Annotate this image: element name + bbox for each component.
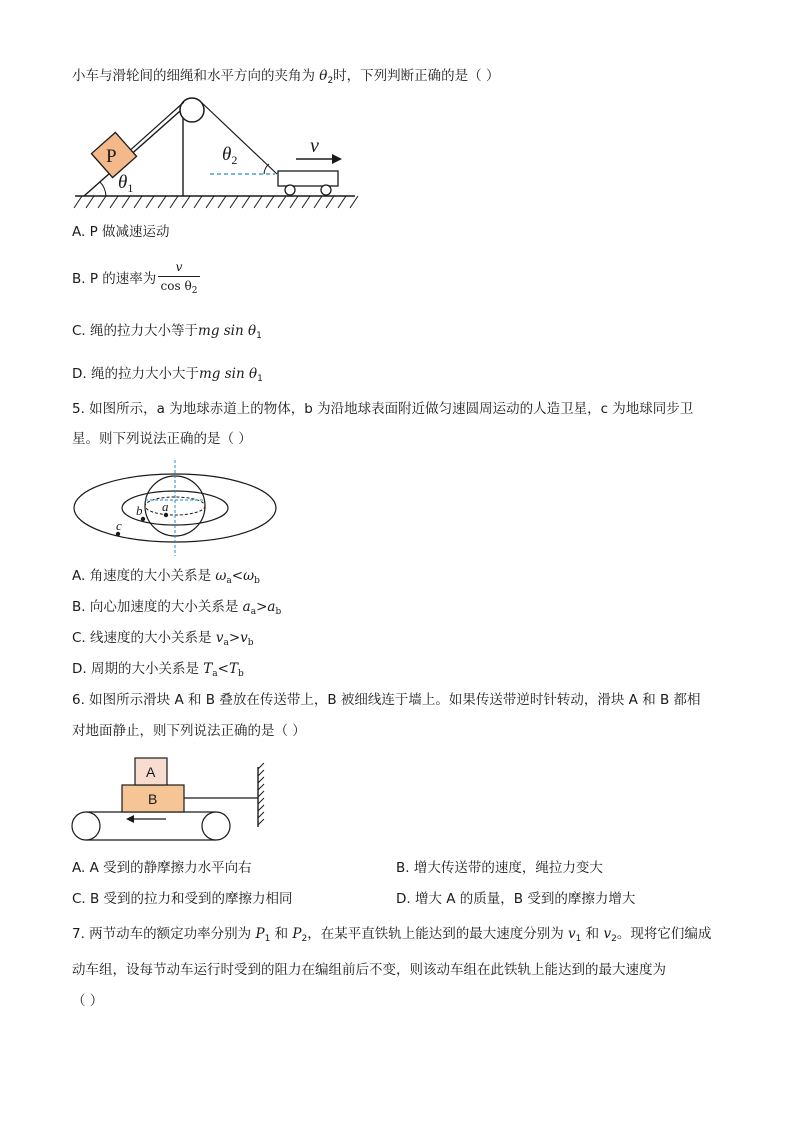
q6-option-a: A. A 受到的静摩擦力水平向右	[72, 860, 252, 876]
q5-option-c: C. 线速度的大小关系是 $v_a>v_b$	[72, 630, 254, 648]
block-p-label: P	[106, 146, 117, 167]
q5-option-d: D. 周期的大小关系是 $T_a<T_b$	[72, 661, 244, 679]
q4-option-a: A. P 做减速运动	[72, 224, 170, 240]
q5-stem-line1: 5. 如图所示，a 为地球赤道上的物体，b 为沿地球表面附近做匀速圆周运动的人造卫星，c 为地球同步卫	[72, 401, 694, 417]
q5-stem-line2: 星。则下列说法正确的是（ ）	[72, 431, 252, 447]
q7-stem-line3: （ ）	[72, 993, 104, 1009]
q6-stem-line1: 6. 如图所示滑块 A 和 B 叠放在传送带上，B 被细线连于墙上。如果传送带逆时针转动，滑块 A 和 B 都相	[72, 692, 701, 708]
conveyor-diagram	[70, 755, 270, 845]
theta2-label: $\theta_2$	[222, 144, 238, 167]
block-b-label: B	[148, 791, 158, 807]
q4-option-d: D. 绳的拉力大小大于mg $\sin \theta_1$	[72, 366, 263, 384]
q5-option-b: B. 向心加速度的大小关系是 $a_a>a_b$	[72, 599, 282, 617]
q6-stem-line2: 对地面静止，则下列说法正确的是（ ）	[72, 723, 306, 739]
q6-option-d: D. 增大 A 的质量，B 受到的摩擦力增大	[396, 891, 636, 907]
block-a-label: A	[146, 764, 156, 780]
q4-option-b: B. P 的速率为	[72, 271, 157, 287]
q4-option-b-fraction: v $\cos \theta_2$	[158, 259, 200, 299]
q7-stem-line2: 动车组，设每节动车运行时受到的阻力在编组前后不变，则该动车组在此铁轨上能达到的最大速度为	[72, 962, 666, 978]
velocity-label: v	[310, 135, 319, 157]
earth-orbits-diagram	[70, 460, 280, 560]
point-c-label: c	[116, 518, 122, 533]
pulley-cart-diagram	[70, 92, 370, 212]
q6-option-b: B. 增大传送带的速度，绳拉力变大	[396, 860, 603, 876]
point-b-label: b	[136, 503, 143, 518]
theta1-label: $\theta_1$	[118, 172, 134, 195]
q7-stem-line1: 7. 两节动车的额定功率分别为 $P_1$ 和 $P_2$，在某平直铁轨上能达到的最大速度分别为 $v_1$ 和 $v_2$。现将它们编成	[72, 926, 712, 944]
q4-option-c: C. 绳的拉力大小等于mg $\sin \theta_1$	[72, 323, 262, 341]
point-a-label: a	[162, 499, 169, 514]
q4-stem: 小车与滑轮间的细绳和水平方向的夹角为 $\theta_2$时，下列判断正确的是（ ）	[72, 68, 500, 86]
q5-option-a: A. 角速度的大小关系是 $\omega_a<\omega_b$	[72, 568, 260, 586]
q6-option-c: C. B 受到的拉力和受到的摩擦力相同	[72, 891, 293, 907]
